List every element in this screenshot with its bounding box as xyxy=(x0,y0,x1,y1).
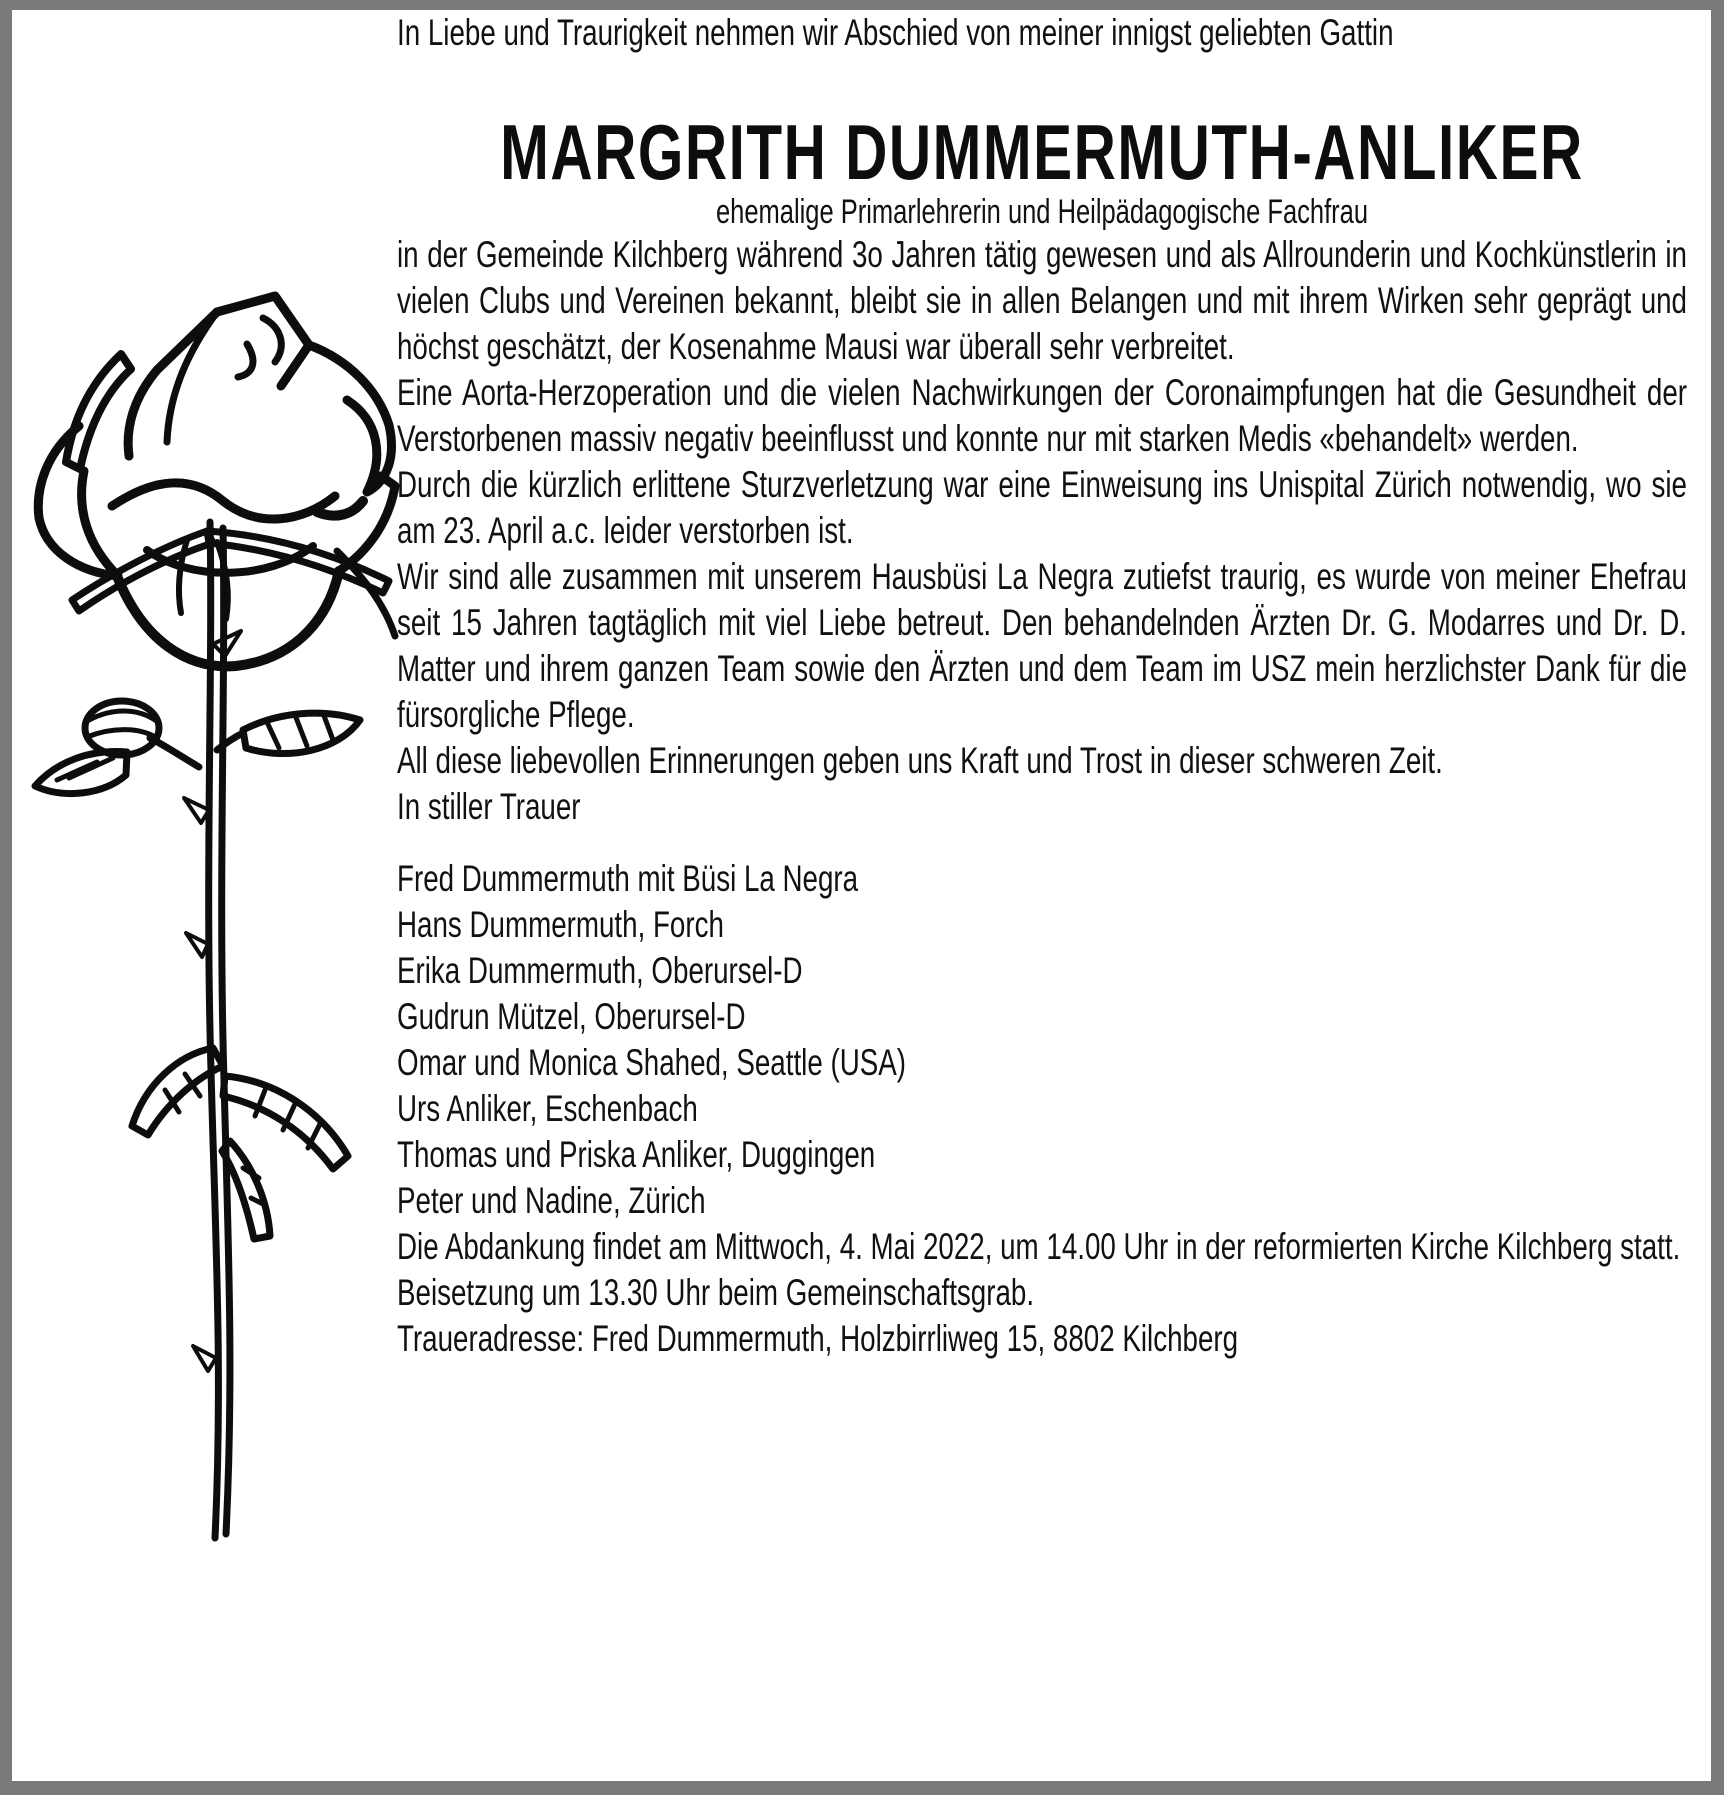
paragraph-death: Durch die kürzlich erlittene Sturzverletzung war eine Einweisung ins Unispital Zürich notwendig, wo sie am 23. April a.c. leider verstorben ist. xyxy=(397,464,1687,551)
paragraph-health: Eine Aorta-Herzoperation und die vielen Nachwirkungen der Coronaimpfungen hat die Gesundheit der Verstorbenen massiv negativ beeinflusst und konnte nur mit starken Medis «behandelt» werden. xyxy=(397,372,1687,459)
paragraph-thanks: Wir sind alle zusammen mit unserem Hausbüsi La Negra zutiefst traurig, es wurde von meiner Ehefrau seit 15 Jahren tagtäglich mit viel Liebe betreut. Den behandelnden Ärzten Dr. G. Modarres und Dr. D. Matter und ihrem ganzen Team sowie den Ärzten und dem Team im USZ mein herzlichster Dank für die fürsorgliche Pflege. xyxy=(397,556,1687,735)
obituary-text-column xyxy=(397,10,1687,1362)
paragraph-career: in der Gemeinde Kilchberg während 3o Jahren tätig gewesen und als Allrounderin und Kochkünstlerin in vielen Clubs und Vereinen bekannt, bleibt sie in allen Belangen und mit ihrem Wirken sehr geprägt und höchst geschätzt, der Kosenahme Mausi war überall sehr verbreitet. xyxy=(397,234,1687,367)
mourner-line: Omar und Monica Shahed, Seattle (USA) xyxy=(397,1042,907,1083)
intro-line: In Liebe und Traurigkeit nehmen wir Abschied von meiner innigst geliebten Gattin xyxy=(397,12,1394,53)
paragraph-memories: All diese liebevollen Erinnerungen geben uns Kraft und Trost in dieser schweren Zeit. xyxy=(397,740,1443,781)
obituary-page xyxy=(12,10,1711,1781)
mourner-line: Erika Dummermuth, Oberursel-D xyxy=(397,950,803,991)
rose-illustration xyxy=(17,250,402,1550)
mourner-line: Urs Anliker, Eschenbach xyxy=(397,1088,698,1129)
salutation: In stiller Trauer xyxy=(397,786,581,827)
mourner-line: Gudrun Mützel, Oberursel-D xyxy=(397,996,746,1037)
mourner-line: Thomas und Priska Anliker, Duggingen xyxy=(397,1134,876,1175)
burial-info: Beisetzung um 13.30 Uhr beim Gemeinschaftsgrab. xyxy=(397,1272,1035,1313)
mourner-line: Peter und Nadine, Zürich xyxy=(397,1180,706,1221)
mourner-line: Hans Dummermuth, Forch xyxy=(397,904,724,945)
mourning-address: Traueradresse: Fred Dummermuth, Holzbirrliweg 15, 8802 Kilchberg xyxy=(397,1318,1239,1359)
deceased-name: MARGRITH DUMMERMUTH-ANLIKER xyxy=(500,108,1584,196)
service-info: Die Abdankung findet am Mittwoch, 4. Mai 2022, um 14.00 Uhr in der reformierten Kirche Kilchberg statt. xyxy=(397,1226,1681,1267)
mourners-list xyxy=(397,856,1687,1224)
mourner-line: Fred Dummermuth mit Büsi La Negra xyxy=(397,858,859,899)
deceased-subtitle: ehemalige Primarlehrerin und Heilpädagogische Fachfrau xyxy=(715,193,1369,231)
